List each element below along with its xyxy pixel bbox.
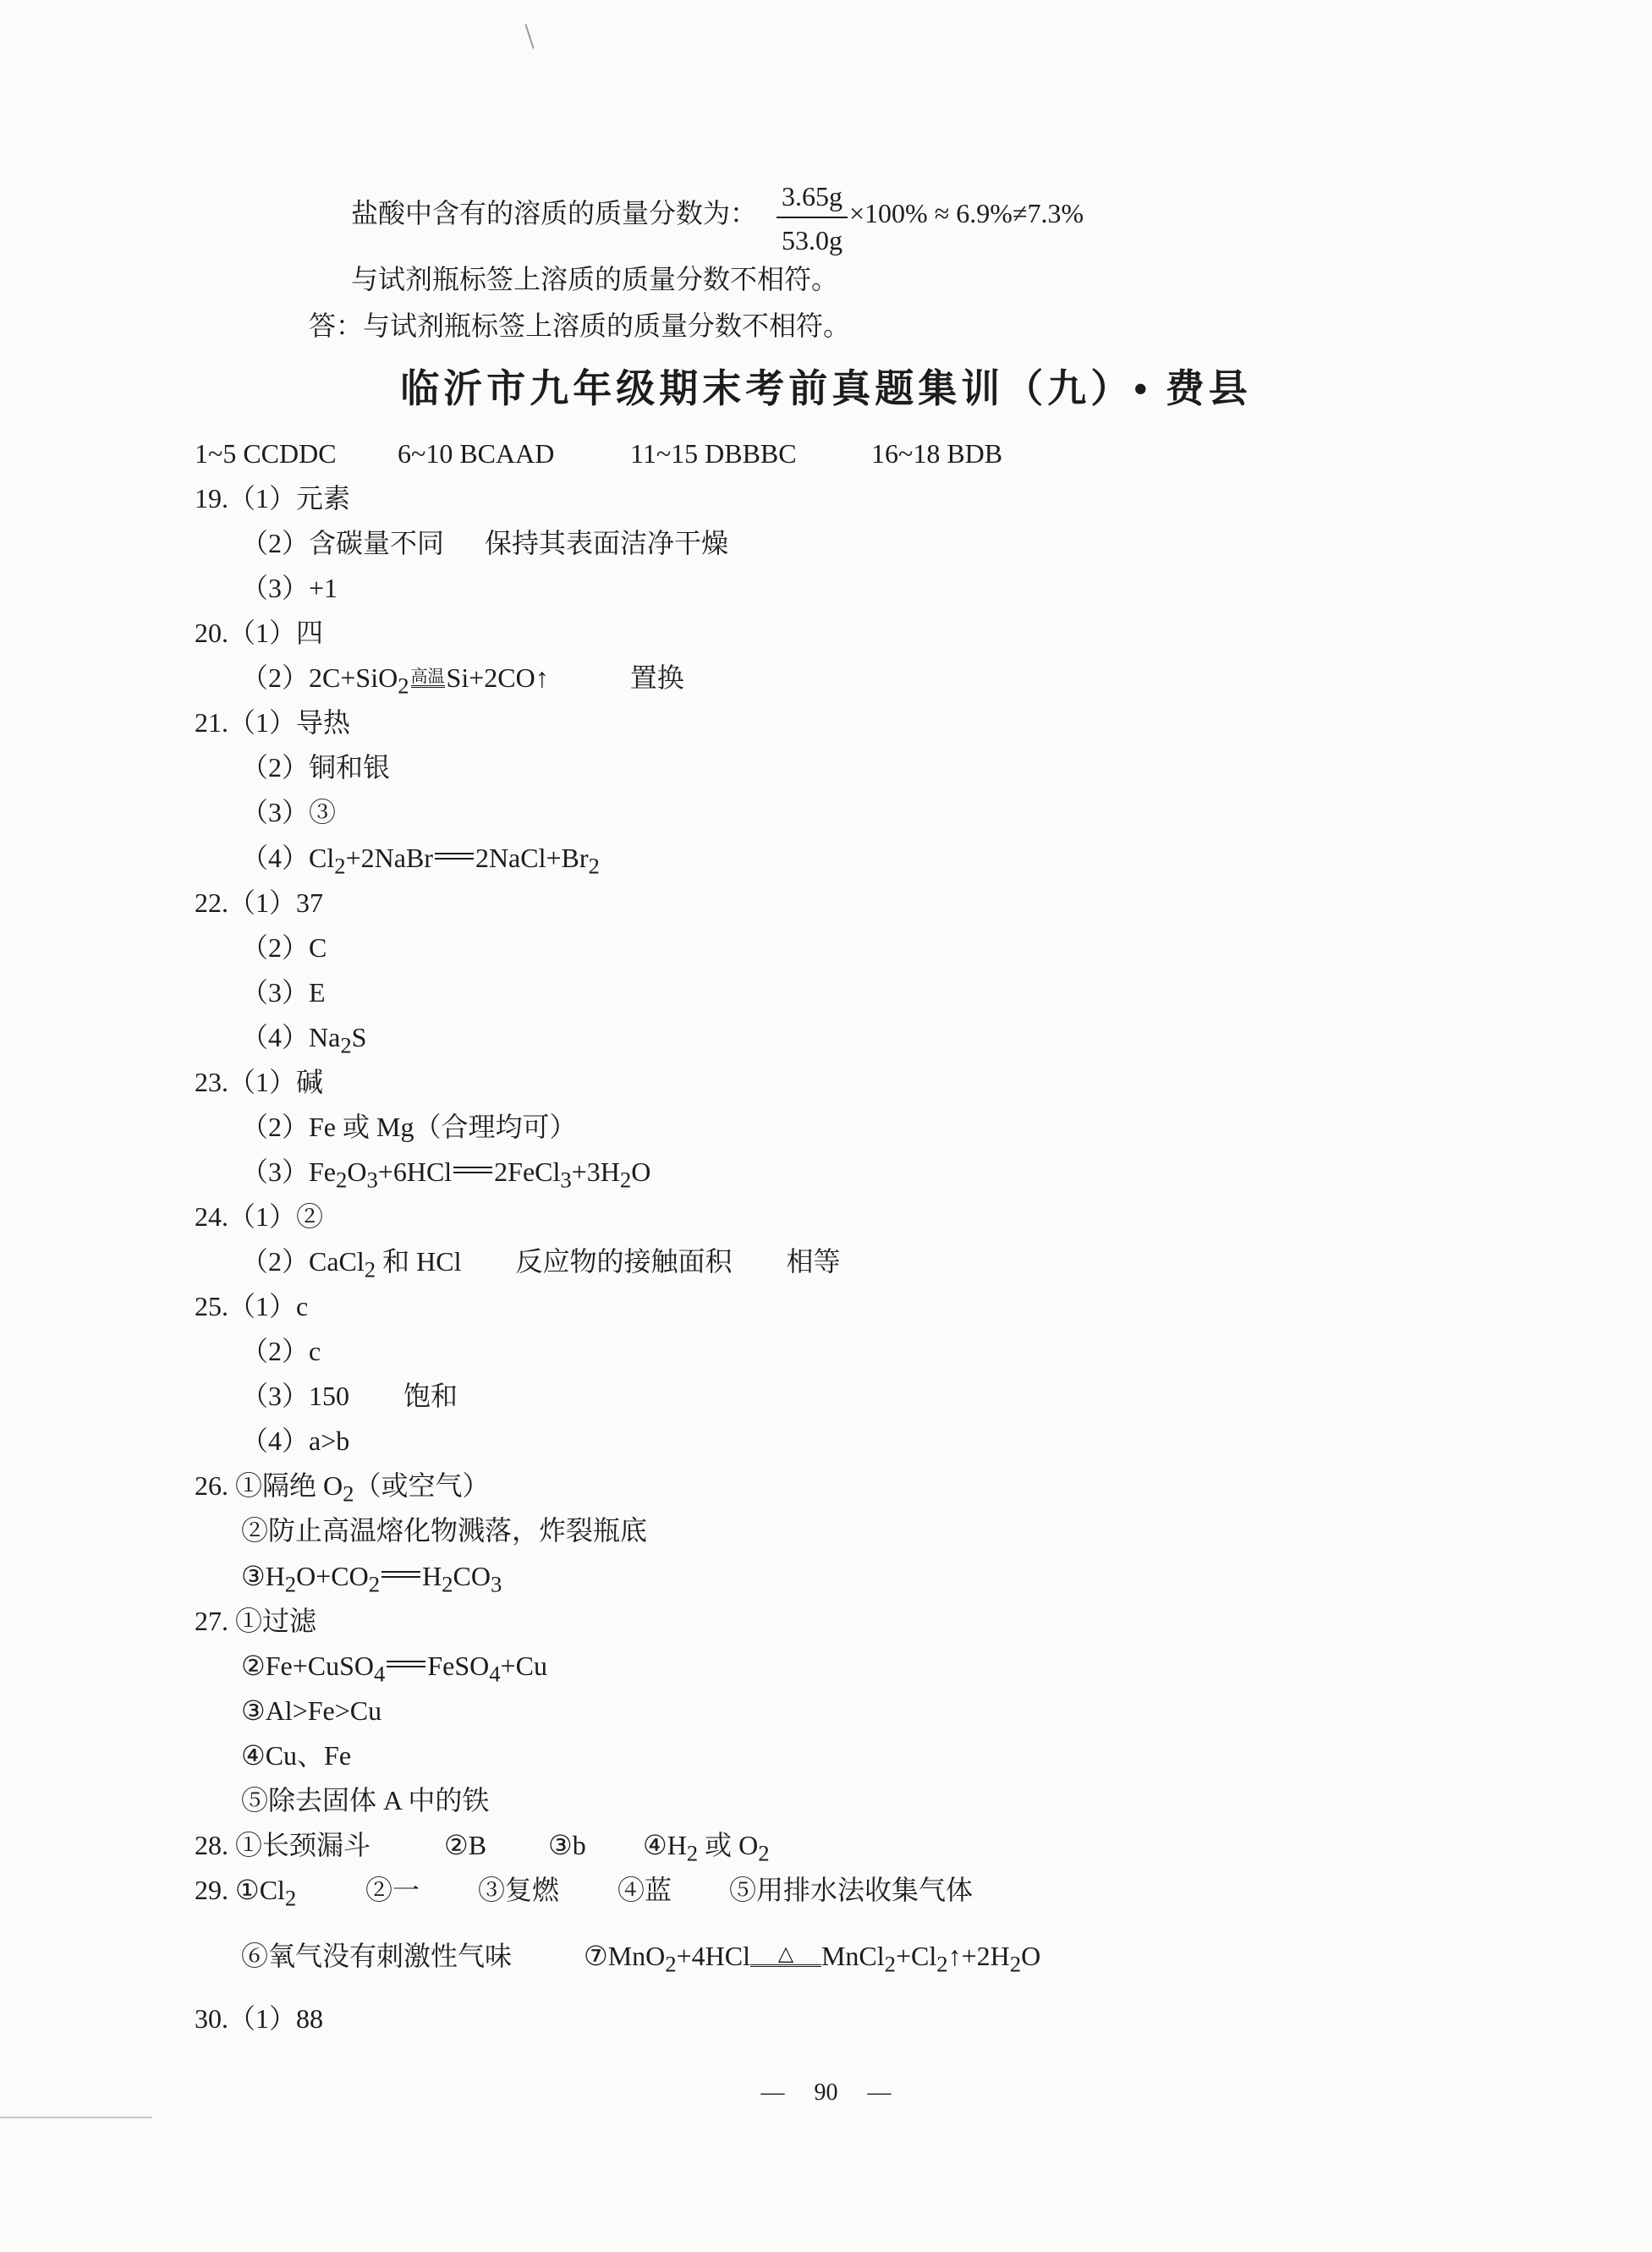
scan-mark xyxy=(524,24,534,48)
q27-5: ⑤除去固体 A 中的铁 xyxy=(241,1785,490,1815)
q26-1: 26. ①隔绝 $O_2$（或空气） xyxy=(195,1470,490,1507)
q20-2: （2）2C+SiO$_2$ 高温Si+2CO↑ 置换 xyxy=(241,662,684,699)
q29-6: ⑥氧气没有刺激性气味 xyxy=(241,1941,513,1971)
q21-3: （3）③ xyxy=(241,797,337,827)
q29-4: ④蓝 xyxy=(617,1875,672,1905)
q22-4: $(4)Na_2S$ xyxy=(241,1022,367,1058)
calc-result: ×100% ≈ 6.9%≠7.3% xyxy=(849,198,1084,228)
q28-4: $④H_2$ 或 $O_2$ xyxy=(643,1830,770,1866)
q20-1: 20.（1）四 xyxy=(195,618,324,648)
q23-3: $(3)Fe_2O_3+6HCl$ $2FeCl_3+3H_2O$ xyxy=(241,1156,651,1193)
q28-3: ③b xyxy=(548,1830,586,1860)
q21-4: $(4)Cl_2+2NaBr$ $2NaCl+Br_2$ xyxy=(241,843,600,879)
fraction-denominator: 53.0g xyxy=(782,225,842,255)
q27-1: 27. ①过滤 xyxy=(195,1606,317,1636)
q27-4: ④Cu、Fe xyxy=(241,1740,352,1771)
equals-sign xyxy=(381,1571,420,1578)
q28-2: ②B xyxy=(444,1830,487,1860)
q27-3: ③Al>Fe>Cu xyxy=(241,1695,382,1726)
section-title: 临沂市九年级期末考前真题集训（九）• 费县 xyxy=(400,367,1252,410)
q26-2: ②防止高温熔化物溅落，炸裂瓶底 xyxy=(241,1515,648,1546)
q25-4: （4）a>b xyxy=(241,1425,350,1456)
q25-1: 25.（1）c xyxy=(195,1291,309,1321)
fraction-numerator: 3.65g xyxy=(777,179,848,218)
answer-line: 答：与试剂瓶标签上溶质的质量分数不相符。 xyxy=(309,310,851,341)
q21-2: （2）铜和银 xyxy=(241,752,391,783)
mc-answers-3: 11~15 DBBBC xyxy=(630,438,797,469)
mc-answers-4: 16~18 BDB xyxy=(871,438,1003,469)
q29-5: ⑤用排水法收集气体 xyxy=(729,1875,974,1905)
mc-answers-1: 1~5 CCDDC xyxy=(195,438,337,469)
page-number: — 90 — xyxy=(760,2079,892,2106)
q27-2: ②Fe+CuSO$_4$ FeSO$_4$+Cu xyxy=(241,1651,547,1687)
q24-2: （2）CaCl$_2$ 和 HCl 反应物的接触面积 相等 xyxy=(241,1246,841,1283)
q25-2: （2）c xyxy=(241,1336,321,1366)
q19-2: （2）含碳量不同 保持其表面洁净干燥 xyxy=(241,528,729,558)
q28-1: 28. ①长颈漏斗 xyxy=(195,1830,371,1860)
q26-3: $③H_2O+CO_2$ $H_2CO_3$ xyxy=(241,1561,502,1597)
q22-2: （2）C xyxy=(241,932,327,963)
conclusion-line: 与试剂瓶标签上溶质的质量分数不相符。 xyxy=(351,264,839,294)
q24-1: 24.（1）② xyxy=(195,1201,324,1232)
q29-7: ⑦MnO$_2$+4HCl △ $MnCl_2+Cl_2↑+2H_2O$ xyxy=(584,1941,1041,1977)
equals-sign xyxy=(435,853,474,860)
q19-3: （3）+1 xyxy=(241,573,338,603)
q21-1: 21.（1）导热 xyxy=(195,707,351,738)
q29-1: 29. $①Cl_2$ xyxy=(195,1875,297,1911)
heating-triangle: △ xyxy=(750,1944,821,1967)
reaction-condition: 高温 xyxy=(410,667,445,686)
mc-answers-2: 6~10 BCAAD xyxy=(398,438,555,469)
q19-1: 19.（1）元素 xyxy=(195,483,351,514)
q23-2: （2）Fe 或 Mg（合理均可） xyxy=(241,1112,577,1142)
q29-3: ③复燃 xyxy=(478,1875,560,1905)
q22-3: （3）E xyxy=(241,977,326,1008)
q23-1: 23.（1）碱 xyxy=(195,1067,324,1097)
q22-1: 22.（1）37 xyxy=(195,887,324,918)
q29-2: ②一 xyxy=(365,1875,420,1905)
equals-sign xyxy=(453,1167,492,1173)
q25-3: （3）150 饱和 xyxy=(241,1381,458,1411)
calc-fraction xyxy=(777,179,848,257)
calc-prefix: 盐酸中含有的溶质的质量分数为： xyxy=(351,198,758,228)
scan-edge xyxy=(0,2117,152,2118)
q30-1: 30.（1）88 xyxy=(195,2003,324,2034)
equals-sign xyxy=(387,1661,425,1667)
